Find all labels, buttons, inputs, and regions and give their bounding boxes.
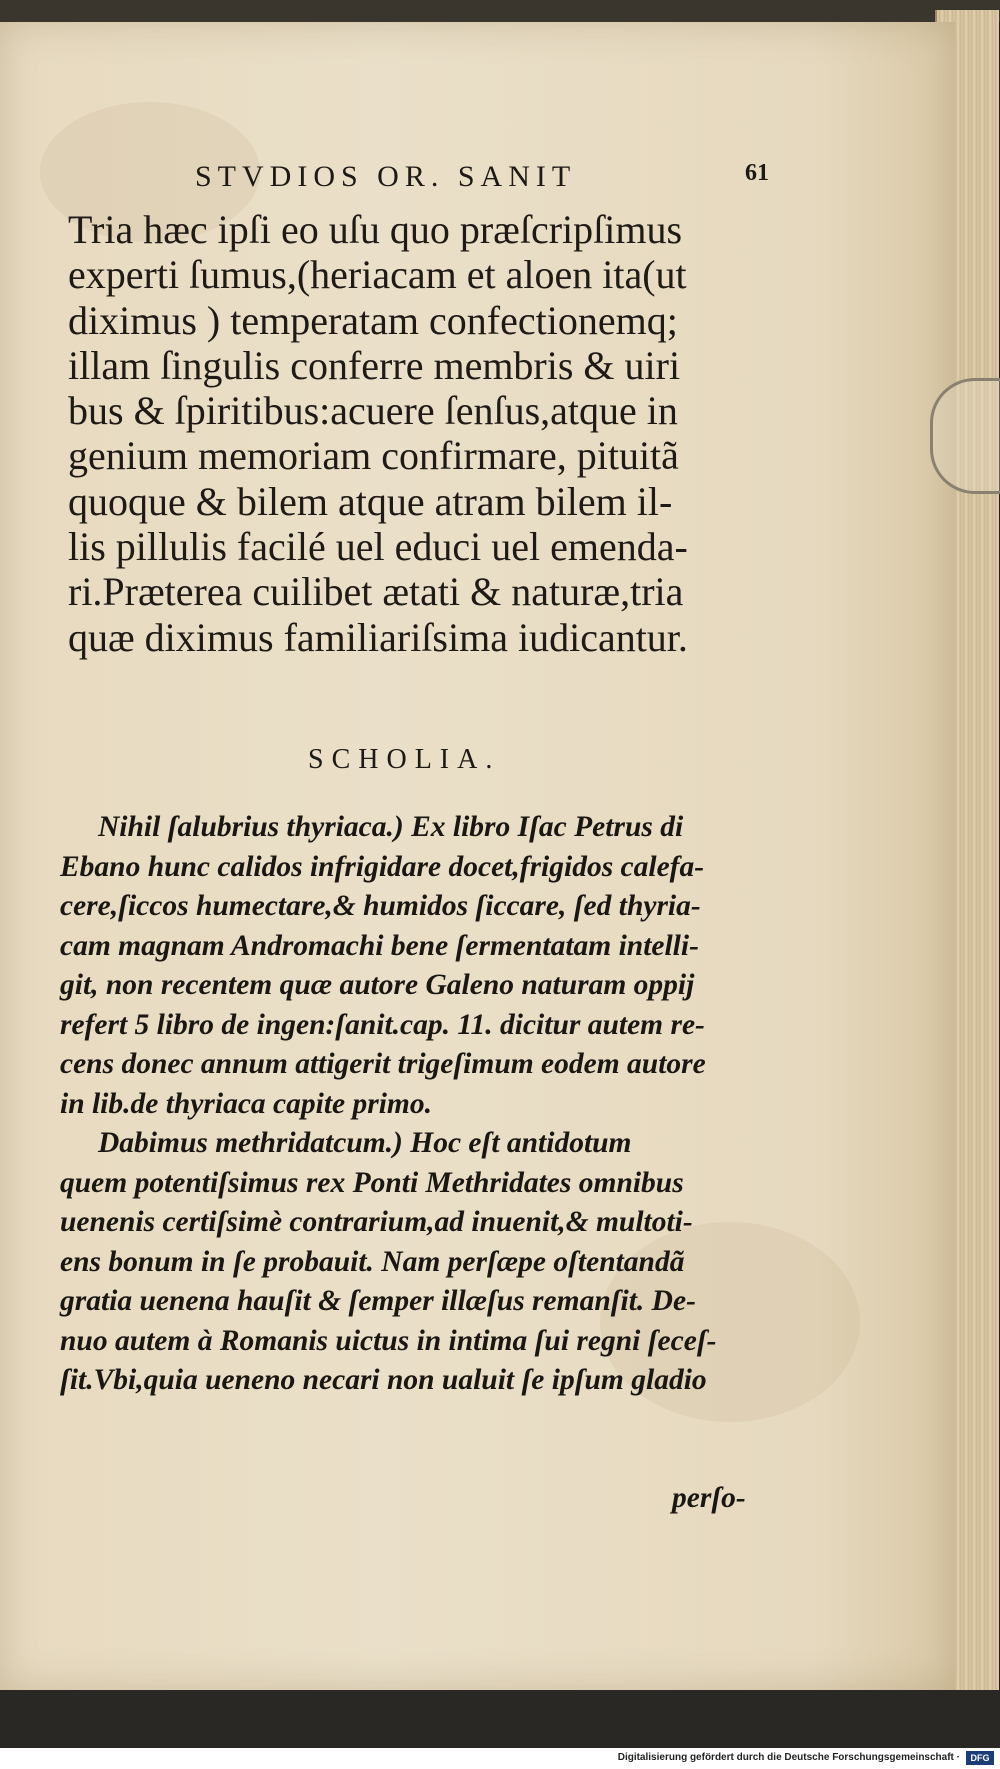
text-line: experti ſumus,(heriacam et aloen ita(ut (68, 252, 687, 298)
commentary-line: uenenis certiſsimè contrarium,ad inuenit,& multoti- (60, 1206, 693, 1238)
text-line: quæ diximus familiariſsima iudicantur. (68, 614, 688, 660)
page-number: 61 (745, 160, 769, 186)
text-line: diximus ) temperatam confectionemq; (68, 297, 678, 343)
commentary-line: gratia uenena hauſit & ſemper illæſus remanſit. De- (60, 1285, 696, 1317)
commentary-line: ens bonum in ſe probauit. Nam perſæpe oſtentandã (60, 1245, 685, 1278)
commentary-line: cam magnam Andromachi bene ſermentatam intelli- (60, 929, 699, 962)
footer-credit: Digitalisierung gefördert durch die Deutsche Forschungsgemeinschaft · (617, 1752, 960, 1763)
commentary-line: git, non recentem quæ autore Galeno naturam oppij (60, 969, 695, 1001)
text-line: ri.Præterea cuilibet ætati & naturæ,tria (68, 569, 684, 615)
dfg-logo: DFG (966, 1751, 994, 1765)
scan-bottom-margin (0, 1690, 1000, 1748)
commentary-block (60, 808, 795, 1401)
section-title: SCHOLIA. (308, 744, 501, 775)
running-head: STVDIOS OR. SANIT (195, 160, 577, 193)
text-line: lis pillulis facilé uel educi uel emenda- (68, 524, 688, 570)
main-text-block (68, 207, 788, 660)
commentary-line: nuo autem à Romanis uictus in intima ſui regni ſeceſ- (60, 1324, 717, 1357)
book-top-edge (0, 0, 1000, 22)
catchword: perſo- (672, 1482, 746, 1514)
commentary-line: Ebano hunc calidos infrigidare docet,frigidos calefa- (60, 850, 705, 883)
commentary-line: Nihil ſalubrius thyriaca.) Ex libro Iſac Petrus di (98, 811, 684, 843)
commentary-line: ſit.Vbi,quia ueneno necari non ualuit ſe ipſum gladio (60, 1364, 707, 1396)
commentary-line: cens donec annum attigerit trigeſimum eodem autore (60, 1048, 706, 1080)
text-line: illam ſingulis conferre membris & uiri (68, 342, 681, 388)
commentary-line: in lib.de thyriaca capite primo. (60, 1087, 433, 1120)
commentary-line: quem potentiſsimus rex Ponti Methridates omnibus (60, 1166, 684, 1199)
page-clip (930, 378, 1000, 494)
text-line: quoque & bilem atque atram bilem il- (68, 478, 673, 524)
commentary-line: Dabimus methridatcum.) Hoc eſt antidotum (98, 1127, 632, 1159)
commentary-line: cere,ſiccos humectare,& humidos ſiccare, ſed thyria- (60, 890, 701, 922)
text-line: Tria hæc ipſi eo uſu quo præſcripſimus (68, 207, 683, 252)
commentary-line: refert 5 libro de ingen:ſanit.cap. 11. dicitur autem re- (60, 1008, 705, 1041)
text-line: genium memoriam confirmare, pituitã (68, 433, 679, 479)
text-line: bus & ſpiritibus:acuere ſenſus,atque in (68, 388, 678, 434)
